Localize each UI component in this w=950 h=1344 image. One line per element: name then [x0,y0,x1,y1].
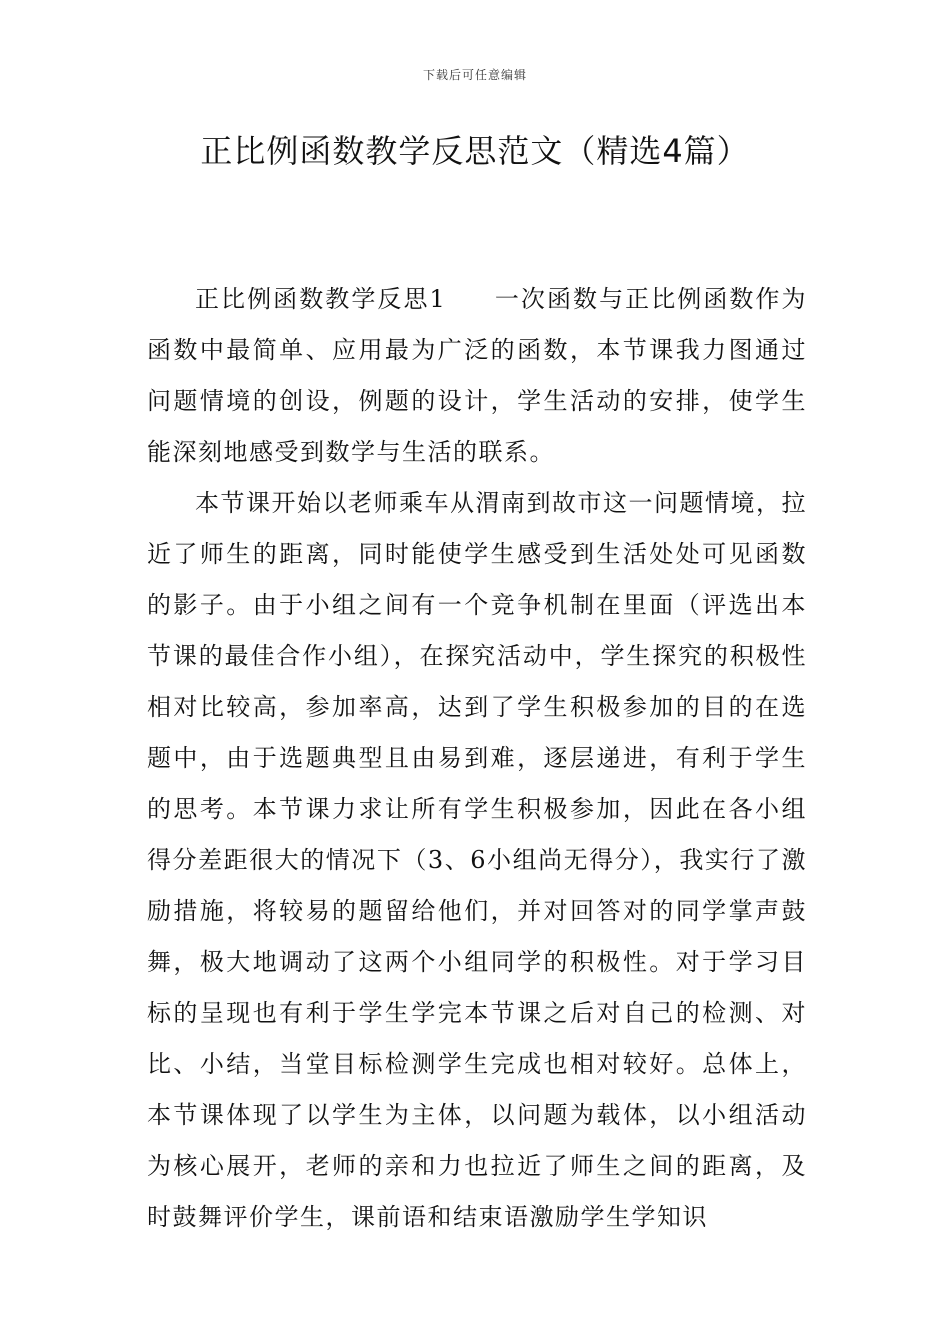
section-intro-text: 一次函数与正比例函数作为函数中最简单、应用最为广泛的函数，本节课我力图通过问题情境的创设，例题的设计，学生活动的安排，使学生能深刻地感受到数学与生活的联系。 [147,285,807,466]
paragraph-2: 本节课开始以老师乘车从渭南到故市这一问题情境，拉近了师生的距离，同时能使学生感受到生活处处可见函数的影子。由于小组之间有一个竞争机制在里面（评选出本节课的最佳合作小组），在探究活动中，学生探究的积极性相对比较高，参加率高，达到了学生积极参加的目的在选题中，由于选题典型且由易到难，逐层递进，有利于学生的思考。本节课力求让所有学生积极参加，因此在各小组得分差距很大的情况下（3、6小组尚无得分），我实行了激励措施，将较易的题留给他们，并对回答对的同学掌声鼓舞，极大地调动了这两个小组同学的积极性。对于学习目标的呈现也有利于学生学完本节课之后对自己的检测、对比、小结，当堂目标检测学生完成也相对较好。总体上，本节课体现了以学生为主体，以问题为载体，以小组活动为核心展开，老师的亲和力也拉近了师生之间的距离，及时鼓舞评价学生，课前语和结束语激励学生学知识 [147,489,807,1231]
document-body [147,274,807,1243]
header-note: 下载后可任意编辑 [422,68,527,82]
document-title: 正比例函数教学反思范文（精选4篇） [200,132,750,170]
section-label: 正比例函数教学反思1 [195,285,447,313]
paragraph-1 [147,274,807,478]
